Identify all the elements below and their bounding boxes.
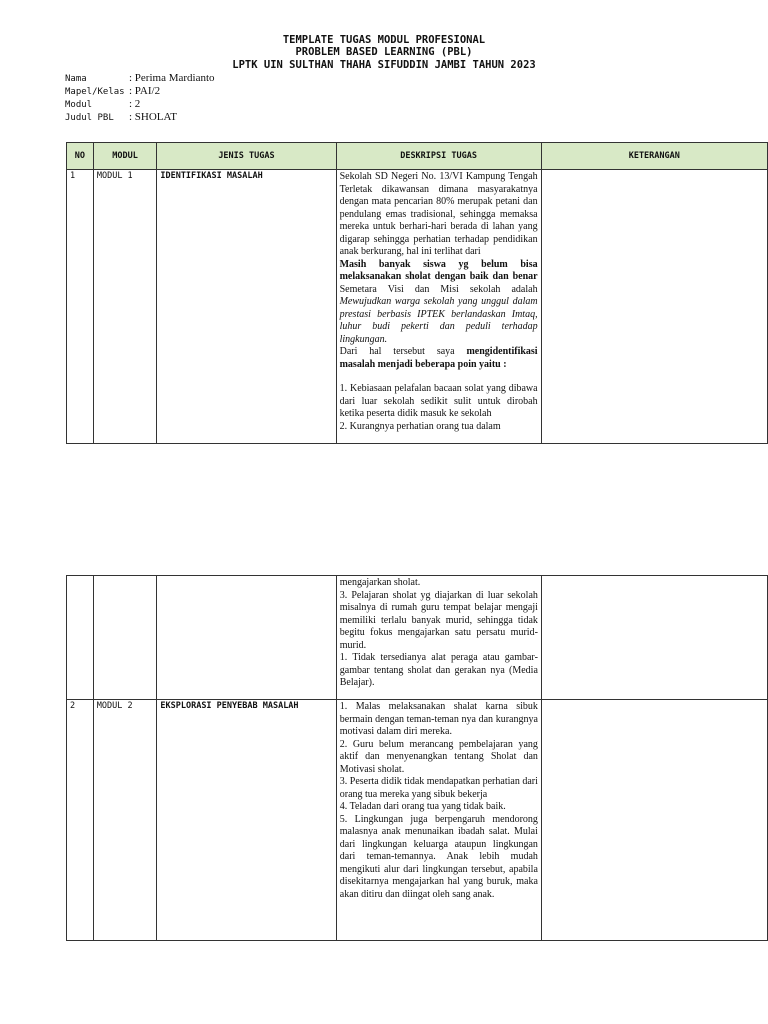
header-line-1: TEMPLATE TUGAS MODUL PROFESIONAL (282, 34, 486, 46)
row1-desc-p3-start: Dari hal tersebut saya (339, 346, 467, 357)
table-row (67, 576, 768, 700)
row2-deskripsi (336, 700, 541, 941)
header-line-3: LPTK UIN SULTHAN THAHA SIFUDDIN JAMBI TAHUN 2023 (232, 59, 536, 71)
row1-modul: MODUL 1 (93, 170, 157, 444)
header-deskripsi-tugas: DESKRIPSI TUGAS (336, 143, 541, 170)
row1-cont-keterangan (541, 576, 767, 700)
row1-keterangan (541, 170, 767, 444)
nama-label: Nama (65, 74, 87, 84)
row1-cont-deskripsi (336, 576, 541, 700)
info-nama (65, 72, 215, 85)
header-no: NO (67, 143, 94, 170)
judul-label: Judul PBL (65, 113, 114, 123)
row1-desc-p4: 1. Kebiasaan pelafalan bacaan solat yang dibawa dari luar sekolah sedikit sulit untuk dirobah ketika peserta didik masuk ke sekolah (339, 383, 538, 419)
info-judul (65, 111, 177, 124)
row1-desc-p3 (340, 346, 538, 371)
info-modul (65, 98, 140, 111)
row1-cont-p2: 3. Pelajaran sholat yg diajarkan di luar sekolah misalnya di rumah guru tempat belajar mengaji memiliki terlalu banyak murid, sehingga tidak begitu fokus mengajarkan satu persatu murid-murid. (339, 589, 538, 651)
task-table-page-2 (66, 575, 768, 941)
row2-desc-p1b: karna sibuk bermain dengan teman-teman nya (339, 701, 538, 725)
header-jenis-tugas: JENIS TUGAS (157, 143, 336, 170)
mapel-label: Mapel/Kelas (65, 87, 125, 97)
row1-desc-p5: 2. Kurangnya perhatian orang tua dalam (339, 420, 501, 432)
mapel-value: : PAI/2 (129, 85, 161, 97)
row1-desc-p1: Sekolah SD Negeri No. 13/VI Kampung Tengah Terletak dikawansan dimana masyarakatnya dengan mata pencarian 80% merupak petani dan pendulang emas tradisional, sehingga memaksa mereka untuk berhari-hari berada di lahan yang digarap sehingga perhatian terhadap pendidikan anak berkurang, hal ini terlihat dari (339, 171, 538, 257)
row1-desc-p3-bold: mengidentifikasi masalah menjadi beberapa poin yaitu : (339, 346, 538, 370)
row1-cont-jenis (157, 576, 336, 700)
row1-desc-p2-italic: Mewujudkan warga sekolah yang unggul dalam prestasi berbasis IPTEK berlandaskan Imtaq, luhur budi pekerti dan peduli terhadap lingkungan. (339, 296, 538, 345)
modul-value: : 2 (129, 98, 141, 110)
row1-cont-p1: mengajarkan sholat. (339, 577, 421, 588)
table-header-row (67, 143, 768, 170)
row2-desc-p5: 5. Lingkungan juga berpengaruh mendorong malasnya anak menunaikan ibadah salat. Mulai dari lingkungan keluarga ataupun lingkungan dari teman-temannya. Anak lebih mudah mengikuti alur dari lingkungan tersebut, apabila disekitarnya mengajarkan hal yang buruk, maka akan ditiru dan diingat oleh sang anak. (339, 813, 538, 900)
row1-deskripsi (336, 170, 541, 444)
row1-desc-p2-bold: Masih banyak siswa yg belum bisa melaksanakan sholat dengan baik dan benar (339, 258, 538, 282)
row2-desc-p2: 2. Guru belum merancang pembelajaran yang aktif dan menyenangkan tentang Sholat dan Motivasi sholat. (339, 738, 538, 775)
row2-no: 2 (67, 700, 94, 941)
table-row (67, 700, 768, 941)
row1-desc-p2-rest: Semetara Visi dan Misi sekolah adalah (339, 283, 538, 295)
task-table-page-1 (66, 142, 768, 444)
row2-desc-p1a: 1. Malas melaksanakan shalat (339, 701, 486, 712)
header-modul: MODUL (93, 143, 157, 170)
nama-value: : Perima Mardianto (129, 72, 215, 84)
row2-desc-p1c: dan kurangnya motivasi dalam diri mereka. (339, 713, 538, 737)
info-mapel (65, 85, 160, 98)
header-line-2: PROBLEM BASED LEARNING (PBL) (295, 46, 473, 58)
header-keterangan: KETERANGAN (541, 143, 767, 170)
row1-cont-p3: 1. Tidak tersedianya alat peraga atau gambar-gambar tentang sholat dan gerakan nya (Media Belajar). (339, 652, 538, 688)
row1-no: 1 (67, 170, 94, 444)
modul-label: Modul (65, 100, 93, 110)
judul-value: : SHOLAT (129, 111, 177, 123)
row2-modul: MODUL 2 (93, 700, 157, 941)
row1-desc-p2 (340, 259, 538, 347)
row2-jenis: EKSPLORASI PENYEBAB MASALAH (157, 700, 336, 941)
row1-jenis: IDENTIFIKASI MASALAH (157, 170, 336, 444)
table-row (67, 170, 768, 444)
row2-keterangan (541, 700, 767, 941)
row2-desc-p4: 4. Teladan dari orang tua yang tidak baik. (339, 801, 506, 812)
row1-cont-modul (93, 576, 157, 700)
row2-desc-p1 (340, 701, 538, 739)
row2-desc-p3: 3. Peserta didik tidak mendapatkan perhatian dari orang tua mereka yang sibuk bekerja (339, 776, 538, 800)
row1-cont-no (67, 576, 94, 700)
